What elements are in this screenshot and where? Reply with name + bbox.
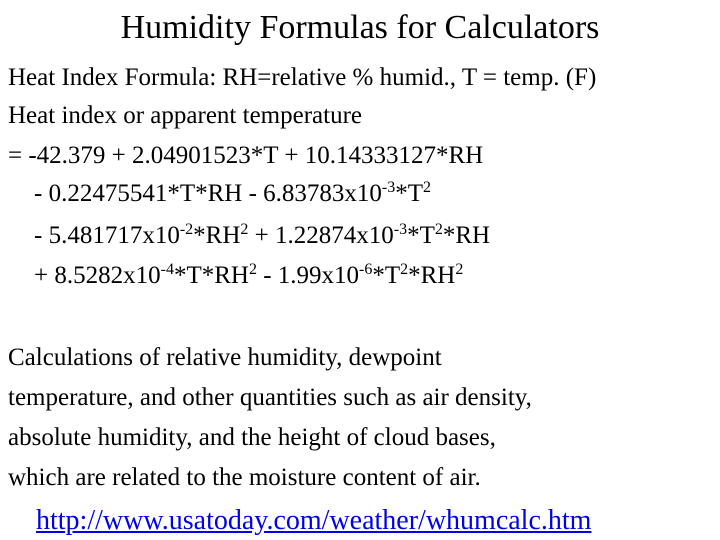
formula-text: = -42.379 + 2.04901523*T + 10.14333127*RH <box>8 142 484 169</box>
formula-text: *T <box>395 180 424 207</box>
formula-exponent: 2 <box>423 179 432 196</box>
intro-line-formula-legend: Heat Index Formula: RH=relative % humid., T = temp. (F) <box>8 64 597 91</box>
formula-exponent: -6 <box>359 261 373 278</box>
formula-text: *RH <box>442 222 491 249</box>
formula-line-2 <box>34 178 431 210</box>
formula-text: *RH <box>408 262 456 289</box>
formula-text: *T <box>372 262 401 289</box>
formula-exponent: 2 <box>455 261 464 278</box>
description-line-3: absolute humidity, and the height of cloud bases, <box>8 424 496 451</box>
formula-exponent: -3 <box>393 221 408 238</box>
formula-exponent: -4 <box>160 261 174 278</box>
description-line-4: which are related to the moisture content of air. <box>8 464 481 491</box>
slide-title: Humidity Formulas for Calculators <box>120 9 600 46</box>
description-line-1: Calculations of relative humidity, dewpoint <box>8 344 442 371</box>
formula-text: - 5.481717x10 <box>34 222 180 249</box>
formula-exponent: 2 <box>248 261 257 278</box>
formula-text: - 0.22475541*T*RH - 6.83783x10 <box>34 180 382 207</box>
formula-text: + 8.5282x10 <box>34 262 161 289</box>
formula-text: *RH <box>193 222 241 249</box>
formula-exponent: -3 <box>381 179 396 196</box>
formula-text: *T*RH <box>173 262 249 289</box>
description-line-2: temperature, and other quantities such as air density, <box>8 384 532 411</box>
usatoday-link[interactable]: http://www.usatoday.com/weather/whumcalc.htm <box>36 505 592 536</box>
formula-exponent: 2 <box>240 221 249 238</box>
intro-line-heat-index: Heat index or apparent temperature <box>8 102 362 129</box>
formula-line-4 <box>34 260 463 292</box>
formula-text: - 1.99x10 <box>256 262 360 289</box>
formula-line-3 <box>34 220 490 252</box>
formula-text: + 1.22874x10 <box>248 222 394 249</box>
formula-exponent: 2 <box>434 221 443 238</box>
formula-exponent: 2 <box>400 261 409 278</box>
formula-text: *T <box>407 222 435 249</box>
formula-exponent: -2 <box>179 221 194 238</box>
formula-line-1 <box>8 140 483 172</box>
